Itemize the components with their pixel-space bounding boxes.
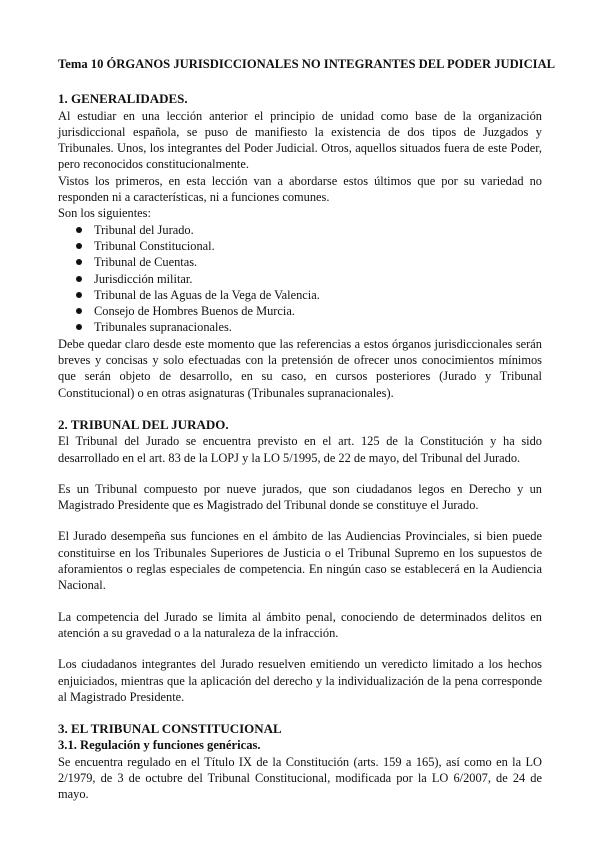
list-item-text: Tribunal del Jurado. [94, 222, 194, 237]
organ-list [58, 222, 542, 336]
section-3-1-subheading: 3.1. Regulación y funciones genéricas. [58, 738, 261, 753]
section-2-paragraph-1: El Tribunal del Jurado se encuentra previsto en el art. 125 de la Constitución y ha sido desarrollado en el art. 83 de la LOPJ y la LO 5/1995, de 22 de mayo, del Tribunal del Jurado. [58, 434, 542, 465]
list-item-text: Consejo de Hombres Buenos de Murcia. [94, 304, 295, 319]
section-3-heading: 3. EL TRIBUNAL CONSTITUCIONAL [58, 721, 282, 737]
document-title: Tema 10 ÓRGANOS JURISDICCIONALES NO INTEGRANTES DEL PODER JUDICIAL [58, 57, 556, 71]
section-2-paragraph-3: El Jurado desempeña sus funciones en el ámbito de las Audiencias Provinciales, si bien puede constituirse en los Tribunales Superiores de Justicia o el Tribunal Supremo en los supuestos de aforamientos o reglas especiales de competencia. En ningún caso se establecerá en la Audiencia Nacional. [58, 529, 542, 593]
section-1-paragraph-3: Son los siguientes: [58, 206, 151, 221]
bullet-icon [76, 292, 82, 298]
section-2-paragraph-5: Los ciudadanos integrantes del Jurado resuelven emitiendo un veredicto limitado a los hechos enjuiciados, mientras que la aplicación del derecho y la individualización de la pena corresponde al Magistrado Presidente. [58, 657, 542, 704]
section-2-paragraph-4: La competencia del Jurado se limita al ámbito penal, conociendo de determinados delitos en atención a su gravedad o a la naturaleza de la infracción. [58, 609, 542, 640]
list-item [76, 271, 542, 287]
bullet-icon [76, 308, 82, 314]
section-2-heading: 2. TRIBUNAL DEL JURADO. [58, 416, 229, 432]
list-item [76, 303, 542, 319]
section-2-paragraph-2: Es un Tribunal compuesto por nueve jurados, que son ciudadanos legos en Derecho y un Magistrado Presidente que es Magistrado del Tribunal donde se constituye el Jurado. [58, 481, 542, 513]
bullet-icon [76, 227, 82, 233]
list-item [76, 222, 542, 238]
bullet-icon [76, 324, 82, 330]
list-item [76, 287, 542, 303]
section-1-paragraph-2: Vistos los primeros, en esta lección van a abordarse estos últimos que por su variedad no responden ni a características, ni a funciones comunes. [58, 173, 542, 205]
list-item [76, 238, 542, 254]
list-item [76, 254, 542, 270]
section-3-paragraph-1: Se encuentra regulado en el Título IX de la Constitución (arts. 159 a 165), así como en la LO 2/1979, de 3 de octubre del Tribunal Constitucional, modificada por la LO 6/2007, de 24 de mayo. [58, 754, 542, 802]
list-item [76, 319, 542, 335]
list-item-text: Tribunal de Cuentas. [94, 255, 198, 270]
section-1-paragraph-4: Debe quedar claro desde este momento que las referencias a estos órganos jurisdiccionales serán breves y concisas y solo efectuadas con la pretensión de ofrecer unos conocimientos mínimos que serán objeto de desarrollo, en su caso, en cursos posteriores (Jurado y Tribunal Constitucional) o en otras asignaturas (Tribunales supranacionales). [58, 336, 542, 400]
list-item-text: Tribunal de las Aguas de la Vega de Valencia. [94, 287, 320, 302]
bullet-icon [76, 259, 82, 265]
bullet-icon [76, 276, 82, 282]
section-1-paragraph-1: Al estudiar en una lección anterior el principio de unidad como base de la organización jurisdiccional española, se puso de manifiesto la existencia de dos tipos de Juzgados y Tribunales. Unos, los integrantes del Poder Judicial. Otros, aquellos situados fuera de este Poder, pero reconocidos constitucionalmente. [58, 108, 542, 172]
list-item-text: Tribunales supranacionales. [94, 320, 232, 335]
section-1-heading: 1. GENERALIDADES. [58, 91, 188, 107]
list-item-text: Jurisdicción militar. [94, 271, 193, 286]
list-item-text: Tribunal Constitucional. [94, 238, 215, 253]
bullet-icon [76, 243, 82, 249]
